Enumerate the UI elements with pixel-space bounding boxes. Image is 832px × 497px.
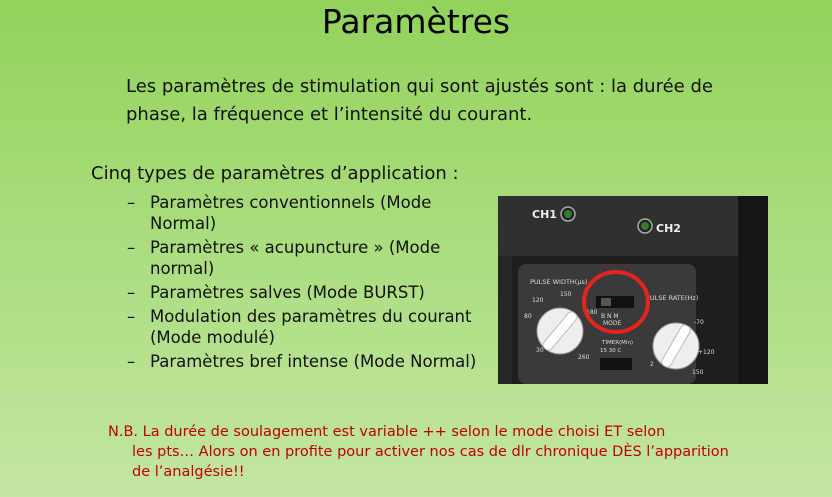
pw-tick: 30 — [536, 347, 544, 354]
pw-tick: 80 — [524, 313, 532, 320]
note-line-1: N.B. La durée de soulagement est variable ++ selon le mode choisi ET selon — [108, 424, 666, 440]
mode-letters: B N M — [601, 313, 619, 320]
dash-bullet-icon: – — [127, 352, 136, 371]
pw-tick: 120 — [532, 297, 544, 304]
device-illustration — [498, 196, 768, 384]
pr-tick: -70 — [694, 319, 704, 326]
pulse-width-label: PULSE WIDTH(μs) — [530, 278, 588, 286]
nb-note — [108, 422, 748, 482]
list-item — [127, 306, 487, 348]
list-item-text: Paramètres bref intense (Mode Normal) — [150, 352, 477, 371]
mode-label: MODE — [603, 320, 622, 327]
pr-tick: 2 — [650, 361, 654, 368]
note-line-2: les pts… Alors on en profite pour activer nos cas de dlr chronique DÈS l’apparition de l’analgésie!! — [132, 444, 729, 480]
list-item-text: Paramètres salves (Mode BURST) — [150, 283, 425, 302]
pr-tick: +120 — [698, 349, 715, 356]
timer-label: TIMER(Min) — [602, 340, 634, 346]
timer-switch[interactable] — [600, 358, 632, 370]
tens-device-photo — [498, 196, 768, 384]
list-item — [127, 192, 487, 234]
list-item — [127, 351, 487, 372]
pr-tick: 150 — [692, 369, 704, 376]
list-item-text: Paramètres conventionnels (Mode Normal) — [150, 193, 432, 233]
dash-bullet-icon: – — [127, 283, 136, 302]
list-item-text: Paramètres « acupuncture » (Mode normal) — [150, 238, 441, 278]
dash-bullet-icon: – — [127, 238, 136, 257]
slide-title: Paramètres — [321, 2, 511, 41]
subheading: Cinq types de paramètres d’application : — [91, 163, 459, 184]
ch1-label: CH1 — [532, 208, 557, 221]
parameter-list — [127, 192, 487, 375]
dash-bullet-icon: – — [127, 193, 136, 212]
pw-tick: 150 — [560, 291, 572, 298]
pulse-rate-knob[interactable] — [653, 323, 699, 369]
dash-bullet-icon: – — [127, 307, 136, 326]
list-item-text: Modulation des paramètres du courant (Mode modulé) — [150, 307, 472, 347]
pw-tick: 260 — [578, 354, 590, 361]
intro-text: Les paramètres de stimulation qui sont ajustés sont : la durée de phase, la fréquence et l’intensité du courant. — [126, 76, 713, 125]
pulse-width-knob[interactable] — [537, 308, 583, 354]
ch2-label: CH2 — [656, 222, 681, 235]
timer-values: 15 30 C — [600, 348, 622, 354]
list-item — [127, 282, 487, 303]
pulse-rate-label: PULSE RATE(Hz) — [646, 294, 699, 302]
pw-tick: 180 — [586, 309, 598, 316]
list-item — [127, 237, 487, 279]
